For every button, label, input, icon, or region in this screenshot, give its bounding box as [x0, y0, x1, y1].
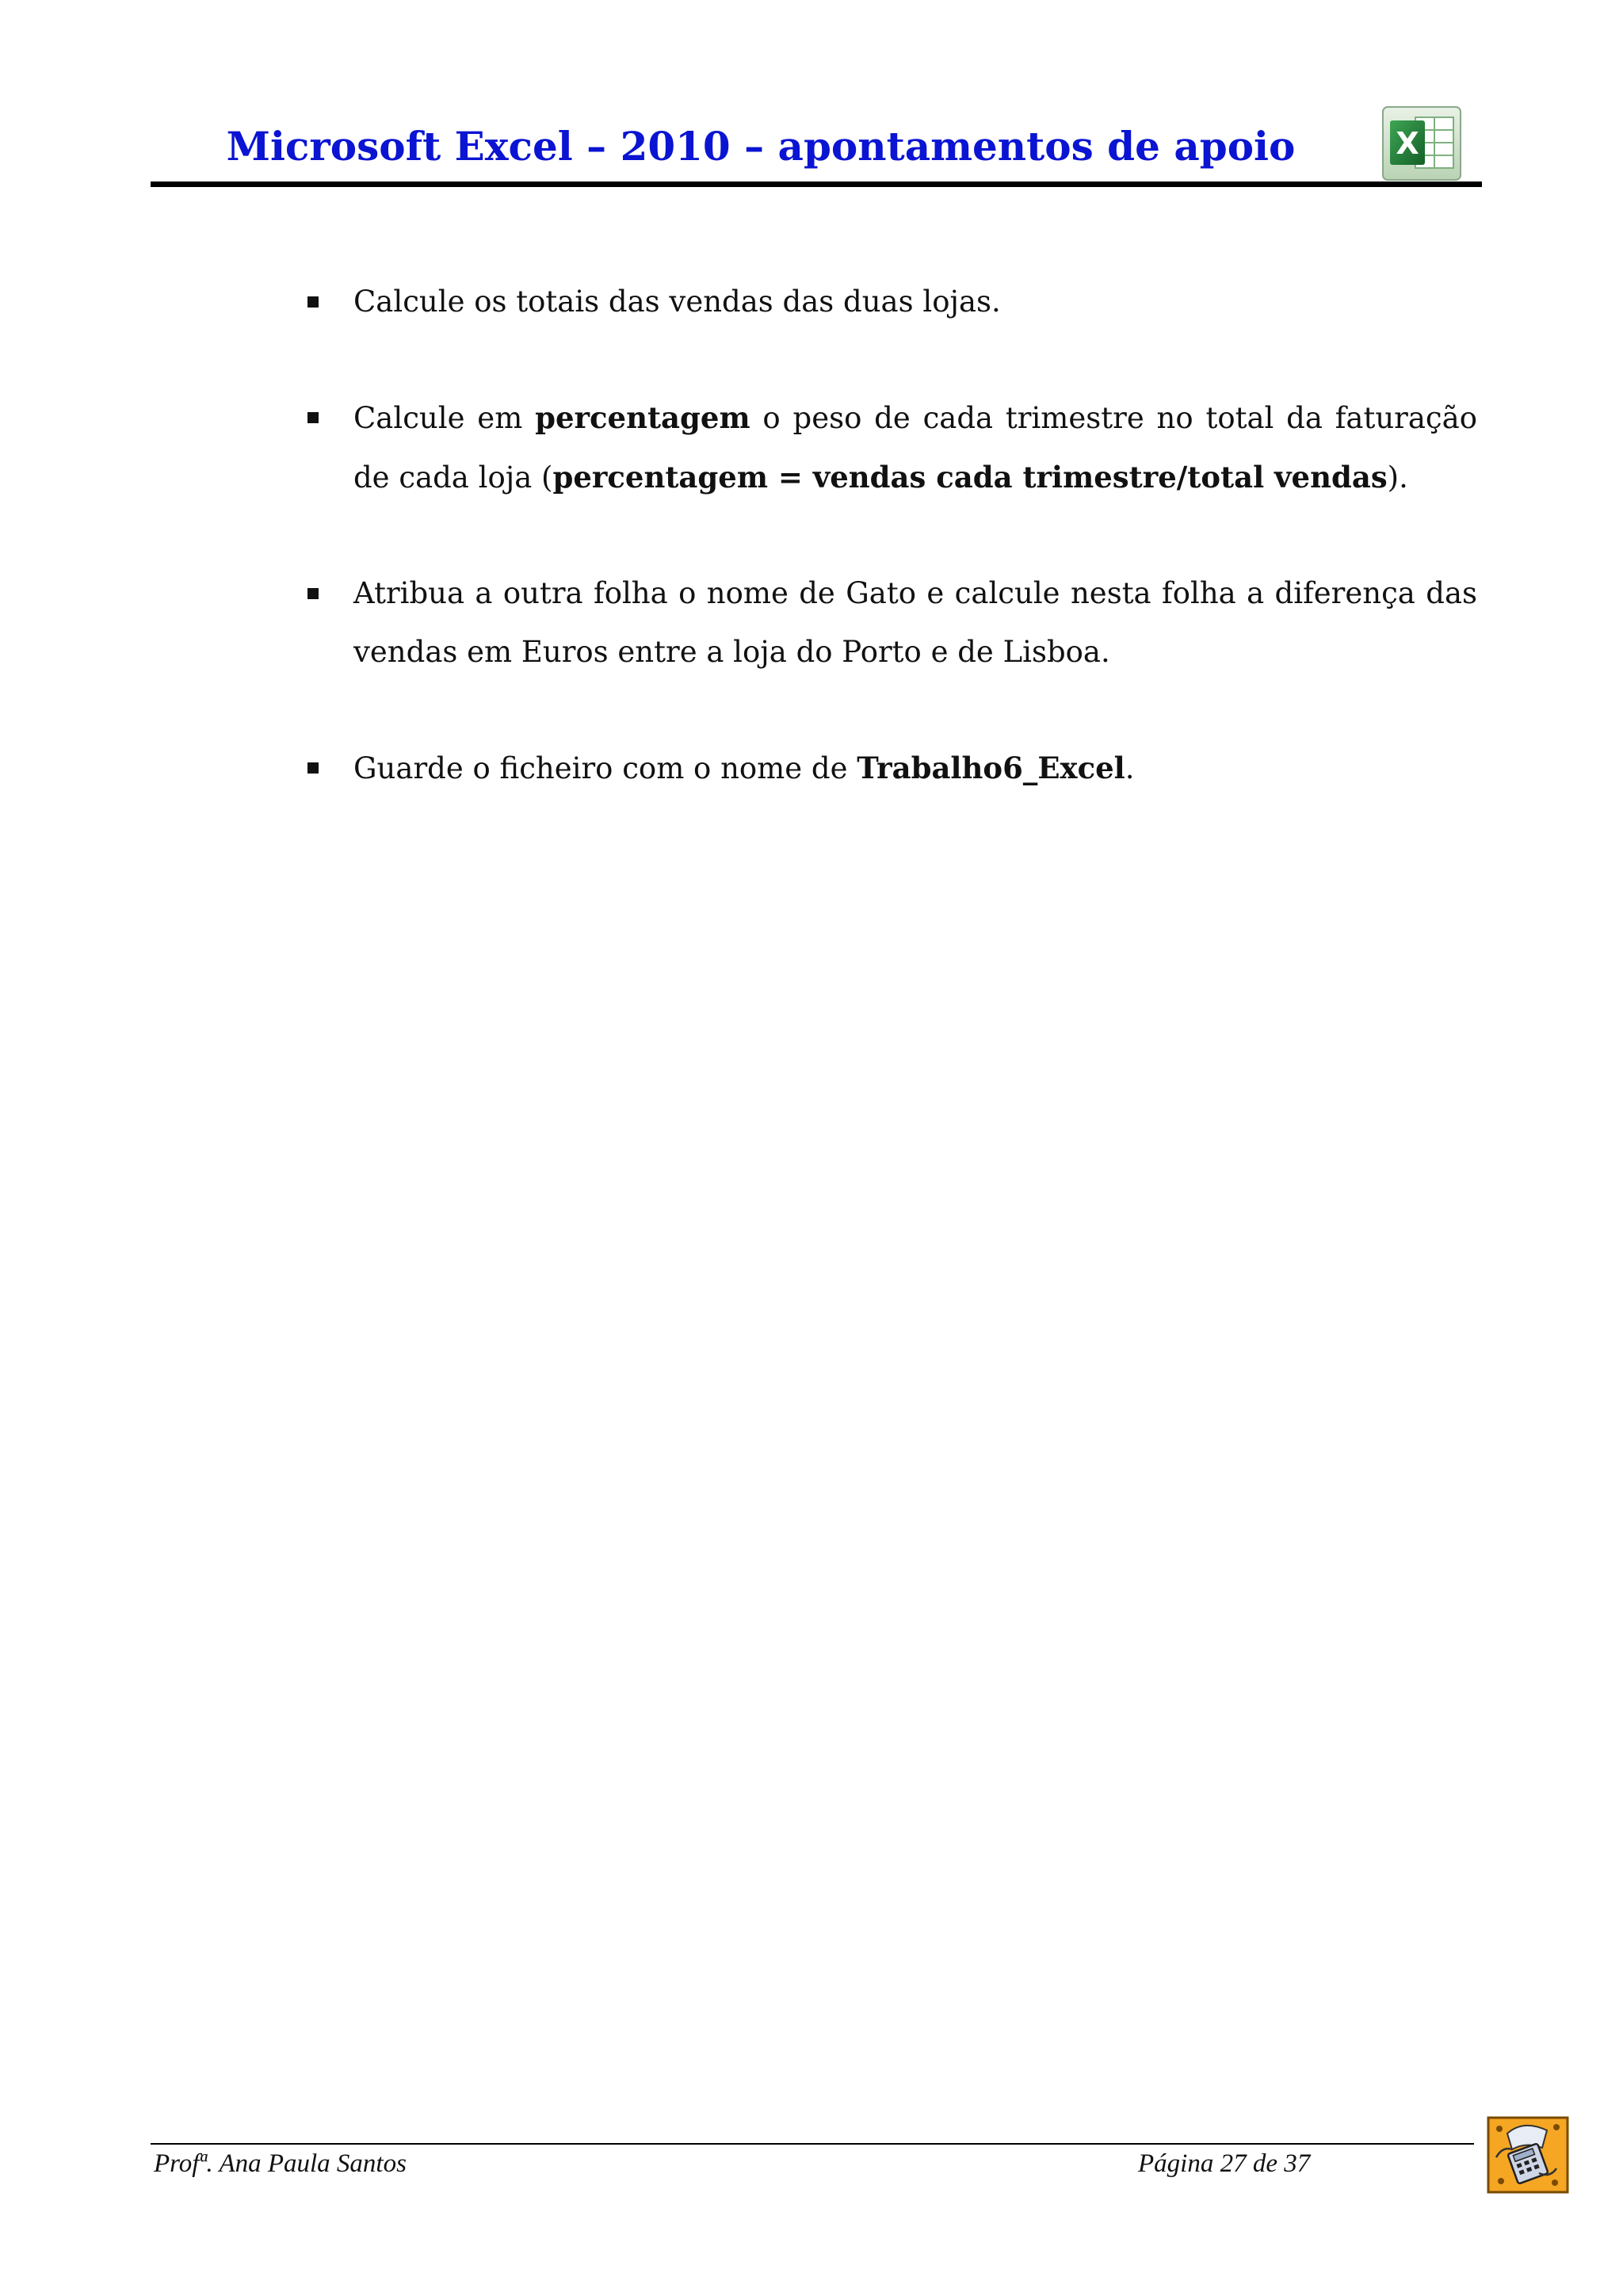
square-bullet-icon	[307, 588, 319, 599]
text-segment: Atribua a outra folha o nome de Gato e calcule nesta folha a diferença das vendas em Euros entre a loja do Porto e de Lisboa.	[353, 576, 1477, 669]
text-segment: Calcule os totais das vendas das duas lojas.	[353, 285, 1001, 319]
footer-author: Profª. Ana Paula Santos	[154, 2149, 407, 2178]
text-segment: Calcule em	[353, 401, 536, 435]
header-divider	[151, 181, 1482, 187]
bold-text: percentagem	[535, 400, 750, 435]
page-title: Microsoft Excel – 2010 – apontamentos de apoio	[226, 123, 1296, 170]
text-segment: ).	[1387, 460, 1408, 495]
text-segment: .	[1125, 751, 1135, 785]
square-bullet-icon	[307, 296, 319, 308]
calculator-clipart-icon	[1484, 2110, 1572, 2199]
excel-logo-letter: X	[1396, 126, 1419, 161]
list-item	[307, 739, 1477, 798]
list-item	[307, 564, 1477, 682]
bold-text: Trabalho6_Excel	[857, 751, 1125, 785]
text-segment: o peso de cada trimestre no total da faturação de cada loja (	[353, 401, 1477, 495]
footer-page-number: Página 27 de 37	[1138, 2149, 1311, 2178]
list-item	[307, 388, 1477, 507]
text-segment: Guarde o ficheiro com o nome de	[353, 751, 857, 785]
footer-divider	[151, 2143, 1474, 2145]
task-list	[307, 273, 1477, 855]
bold-text: percentagem = vendas cada trimestre/total vendas	[552, 460, 1388, 495]
excel-logo-icon	[1382, 106, 1461, 181]
list-item	[307, 273, 1477, 331]
square-bullet-icon	[307, 412, 319, 423]
square-bullet-icon	[307, 762, 319, 774]
